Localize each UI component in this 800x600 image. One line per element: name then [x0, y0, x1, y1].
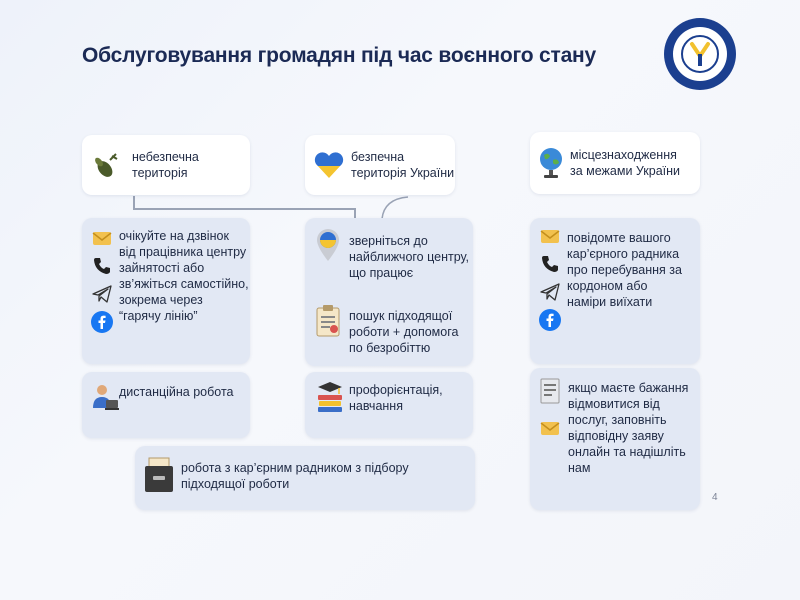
header-label: місцезнаходження за межами України	[570, 148, 681, 178]
remote-work-text: дистанційна робота	[119, 385, 234, 399]
mail-icon	[538, 416, 562, 440]
contact-text: зверніться до найближчого центру, що працює	[349, 234, 469, 280]
mail-icon	[90, 226, 114, 250]
contact-box-safe	[305, 218, 473, 366]
facebook-icon	[538, 308, 562, 332]
bomb-icon	[90, 151, 120, 181]
connector-arc	[380, 195, 410, 220]
remote-work-icon	[90, 382, 120, 412]
contact-text: очікуйте на дзвінок від працівника центру зайнятості або зв’яжіться самостійно, зокрема через “гарячу лінію”	[119, 229, 249, 323]
remote-work-box	[82, 372, 250, 438]
contact-box-abroad	[530, 218, 700, 364]
job-search-text: пошук підходящої роботи + допомога по безробіттю	[349, 309, 459, 355]
employment-service-logo-icon	[664, 18, 736, 90]
telegram-icon	[538, 280, 562, 304]
telegram-icon	[90, 282, 114, 306]
header-dangerous-territory	[82, 135, 250, 195]
career-guidance-box	[305, 372, 473, 438]
career-advisor-box	[135, 446, 475, 510]
header-safe-territory	[305, 135, 455, 195]
mail-icon	[538, 224, 562, 248]
header-label: небезпечна територія	[132, 150, 199, 180]
connector-line	[133, 208, 355, 210]
ukraine-heart-icon	[313, 150, 345, 180]
career-guidance-text: профорієнтація, навчання	[349, 383, 443, 413]
clipboard-icon	[313, 304, 343, 338]
phone-icon	[90, 254, 114, 278]
document-icon	[538, 376, 562, 406]
contact-text: повідомте вашого кар’єрного радника про перебування за кордоном або наміри виїхати	[567, 231, 682, 309]
books-icon	[315, 380, 345, 412]
connector-line	[133, 196, 135, 209]
page-title: Обслуговування громадян під час воєнного стану	[82, 44, 597, 67]
career-advisor-text: робота з кар’єрним радником з підбору підходящої роботи	[181, 461, 409, 491]
refuse-services-box	[530, 368, 700, 510]
contact-box-dangerous	[82, 218, 250, 364]
header-abroad	[530, 132, 700, 194]
globe-icon	[536, 146, 566, 180]
header-label: безпечна територія України	[351, 150, 455, 180]
refuse-services-text: якщо маєте бажання відмовитися від послуг, заповніть відповідну заяву онлайн та надішліть нам	[568, 381, 689, 475]
phone-icon	[538, 252, 562, 276]
facebook-icon	[90, 310, 114, 334]
page-number: 4	[712, 492, 718, 503]
file-box-icon	[143, 456, 175, 496]
map-pin-icon	[313, 228, 343, 262]
